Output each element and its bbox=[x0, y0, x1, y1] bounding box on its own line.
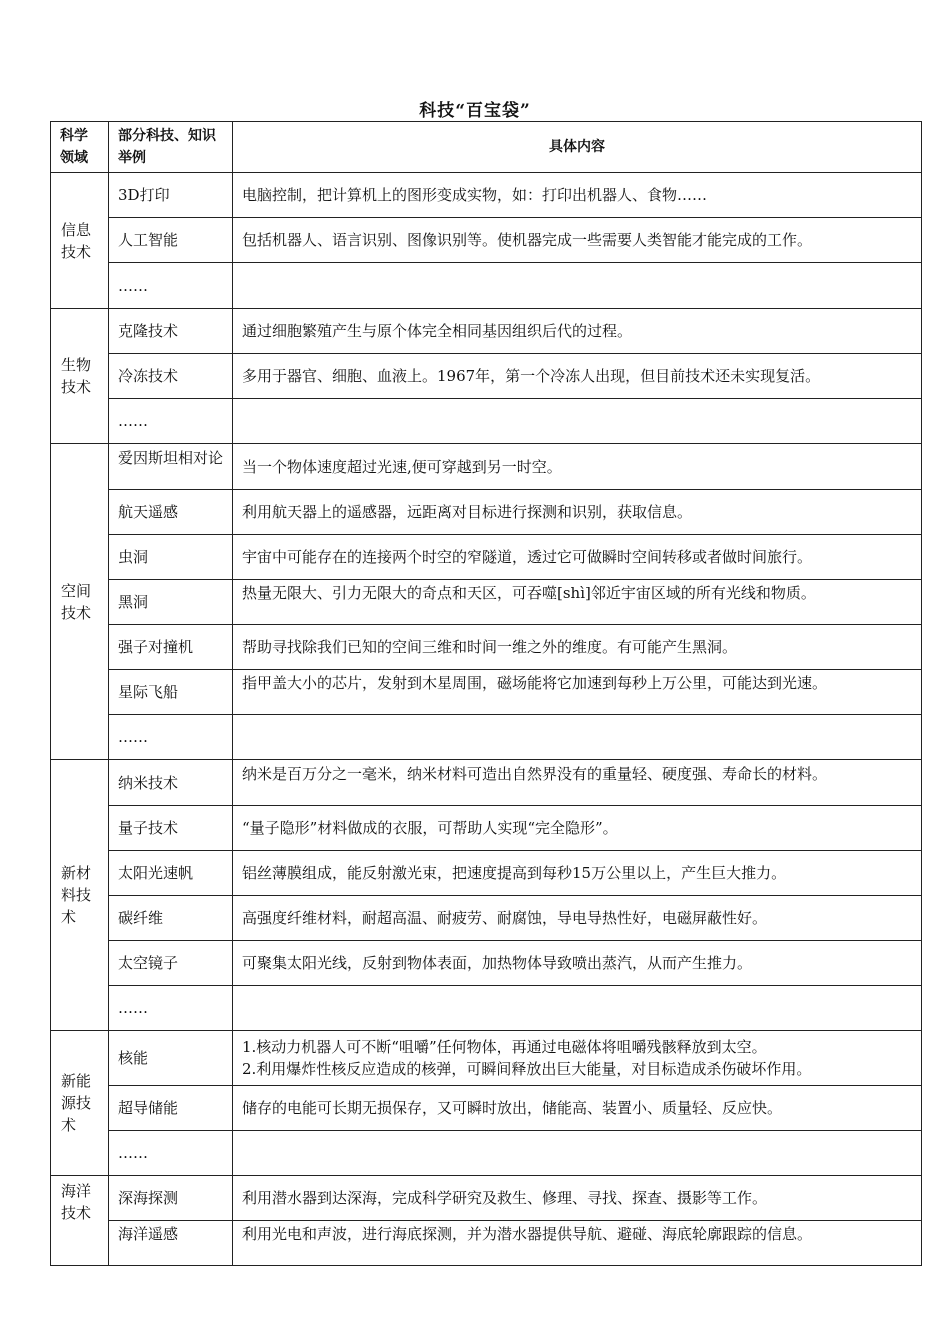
example-content: 利用潜水器到达深海，完成科学研究及救生、修理、寻找、探查、摄影等工作。 bbox=[233, 1176, 922, 1221]
header-example: 部分科技、知识举例 bbox=[109, 122, 233, 173]
content-line-2: 2.利用爆炸性核反应造成的核弹，可瞬间释放出巨大能量，对目标造成杀伤破坏作用。 bbox=[242, 1060, 812, 1078]
example-content: 铝丝薄膜组成，能反射激光束，把速度提高到每秒15万公里以上，产生巨大推力。 bbox=[233, 851, 922, 896]
example-content: 宇宙中可能存在的连接两个时空的窄隧道，透过它可做瞬时空间转移或者做时间旅行。 bbox=[233, 535, 922, 580]
table-row bbox=[51, 263, 922, 309]
table-row bbox=[51, 1221, 922, 1266]
example-content-text: 指甲盖大小的芯片，发射到木星周围，磁场能将它加速到每秒上万公里，可能达到光速。 bbox=[242, 674, 828, 692]
table-row bbox=[51, 444, 922, 490]
domain-bio: 生物技术 bbox=[51, 309, 109, 444]
example-name: 虫洞 bbox=[109, 535, 233, 580]
example-content bbox=[233, 263, 922, 309]
example-name: …… bbox=[109, 986, 233, 1031]
example-name: 碳纤维 bbox=[109, 896, 233, 941]
example-content: 高强度纤维材料，耐超高温、耐疲劳、耐腐蚀，导电导热性好，电磁屏蔽性好。 bbox=[233, 896, 922, 941]
table-row bbox=[51, 851, 922, 896]
example-content-text: 利用光电和声波，进行海底探测，并为潜水器提供导航、避碰、海底轮廓跟踪的信息。 bbox=[242, 1225, 813, 1243]
example-name: 航天遥感 bbox=[109, 490, 233, 535]
example-content bbox=[233, 399, 922, 444]
table-row bbox=[51, 896, 922, 941]
content-line-1: 1.核动力机器人可不断“咀嚼”任何物体，再通过电磁体将咀嚼残骸释放到太空。 bbox=[242, 1038, 767, 1056]
example-content: 当一个物体速度超过光速,便可穿越到另一时空。 bbox=[233, 444, 922, 490]
table-row bbox=[51, 1176, 922, 1221]
example-content: 利用航天器上的遥感器，远距离对目标进行探测和识别，获取信息。 bbox=[233, 490, 922, 535]
science-table bbox=[50, 121, 922, 1266]
domain-ocean-text: 海洋技术 bbox=[61, 1182, 92, 1222]
domain-ocean bbox=[51, 1176, 109, 1266]
example-name: 量子技术 bbox=[109, 806, 233, 851]
example-name: 冷冻技术 bbox=[109, 354, 233, 399]
example-name-text: 爱因斯坦相对论 bbox=[118, 448, 223, 467]
table-row bbox=[51, 399, 922, 444]
example-name: 黑洞 bbox=[109, 580, 233, 625]
example-content-text: 热量无限大、引力无限大的奇点和天区，可吞噬[shì]邻近宇宙区域的所有光线和物质。 bbox=[242, 584, 816, 602]
header-domain: 科学领域 bbox=[51, 122, 109, 173]
example-content: 通过细胞繁殖产生与原个体完全相同基因组织后代的过程。 bbox=[233, 309, 922, 354]
table-row bbox=[51, 490, 922, 535]
example-name: 3D打印 bbox=[109, 173, 233, 218]
example-name: …… bbox=[109, 399, 233, 444]
example-content: 电脑控制，把计算机上的图形变成实物，如：打印出机器人、食物…… bbox=[233, 173, 922, 218]
domain-energy: 新能源技术 bbox=[51, 1031, 109, 1176]
example-content: 多用于器官、细胞、血液上。1967年，第一个冷冻人出现，但目前技术还未实现复活。 bbox=[233, 354, 922, 399]
table-row bbox=[51, 986, 922, 1031]
example-name-text: 海洋遥感 bbox=[118, 1225, 179, 1243]
table-row bbox=[51, 941, 922, 986]
example-name: 深海探测 bbox=[109, 1176, 233, 1221]
domain-material: 新材料技术 bbox=[51, 760, 109, 1031]
example-name bbox=[109, 1221, 233, 1266]
table-row bbox=[51, 580, 922, 625]
table-row bbox=[51, 1131, 922, 1176]
header-content: 具体内容 bbox=[233, 122, 922, 173]
example-content: 储存的电能可长期无损保存，又可瞬时放出，储能高、装置小、质量轻、反应快。 bbox=[233, 1086, 922, 1131]
table-row bbox=[51, 173, 922, 218]
example-content bbox=[233, 715, 922, 760]
example-name bbox=[109, 444, 233, 490]
example-name: 核能 bbox=[109, 1031, 233, 1086]
example-content: 包括机器人、语言识别、图像识别等。使机器完成一些需要人类智能才能完成的工作。 bbox=[233, 218, 922, 263]
table-row bbox=[51, 760, 922, 806]
example-content: 可聚集太阳光线，反射到物体表面，加热物体导致喷出蒸汽，从而产生推力。 bbox=[233, 941, 922, 986]
example-content: “量子隐形”材料做成的衣服，可帮助人实现“完全隐形”。 bbox=[233, 806, 922, 851]
table-row bbox=[51, 309, 922, 354]
example-content bbox=[233, 1131, 922, 1176]
example-name: 星际飞船 bbox=[109, 670, 233, 715]
table-row bbox=[51, 535, 922, 580]
table-row bbox=[51, 218, 922, 263]
domain-space: 空间技术 bbox=[51, 444, 109, 760]
example-content-text: 纳米是百万分之一毫米，纳米材料可造出自然界没有的重量轻、硬度强、寿命长的材料。 bbox=[242, 764, 828, 783]
header-row bbox=[51, 122, 922, 173]
example-name: 太空镜子 bbox=[109, 941, 233, 986]
example-content bbox=[233, 1221, 922, 1266]
table-row bbox=[51, 715, 922, 760]
example-content bbox=[233, 580, 922, 625]
example-name: 超导储能 bbox=[109, 1086, 233, 1131]
table-row bbox=[51, 625, 922, 670]
example-name: …… bbox=[109, 263, 233, 309]
example-name: …… bbox=[109, 1131, 233, 1176]
domain-info: 信息技术 bbox=[51, 173, 109, 309]
table-row bbox=[51, 806, 922, 851]
example-content: 帮助寻找除我们已知的空间三维和时间一维之外的维度。有可能产生黑洞。 bbox=[233, 625, 922, 670]
example-name: 克隆技术 bbox=[109, 309, 233, 354]
table-row bbox=[51, 1086, 922, 1131]
page-title: 科技“百宝袋” bbox=[419, 101, 531, 121]
example-name: 纳米技术 bbox=[109, 760, 233, 806]
example-name: 强子对撞机 bbox=[109, 625, 233, 670]
example-name: 人工智能 bbox=[109, 218, 233, 263]
table-row bbox=[51, 354, 922, 399]
example-content bbox=[233, 1031, 922, 1086]
example-name: 太阳光速帆 bbox=[109, 851, 233, 896]
example-content bbox=[233, 760, 922, 806]
example-content bbox=[233, 670, 922, 715]
table-row bbox=[51, 670, 922, 715]
table-row bbox=[51, 1031, 922, 1086]
example-name: …… bbox=[109, 715, 233, 760]
example-content bbox=[233, 986, 922, 1031]
